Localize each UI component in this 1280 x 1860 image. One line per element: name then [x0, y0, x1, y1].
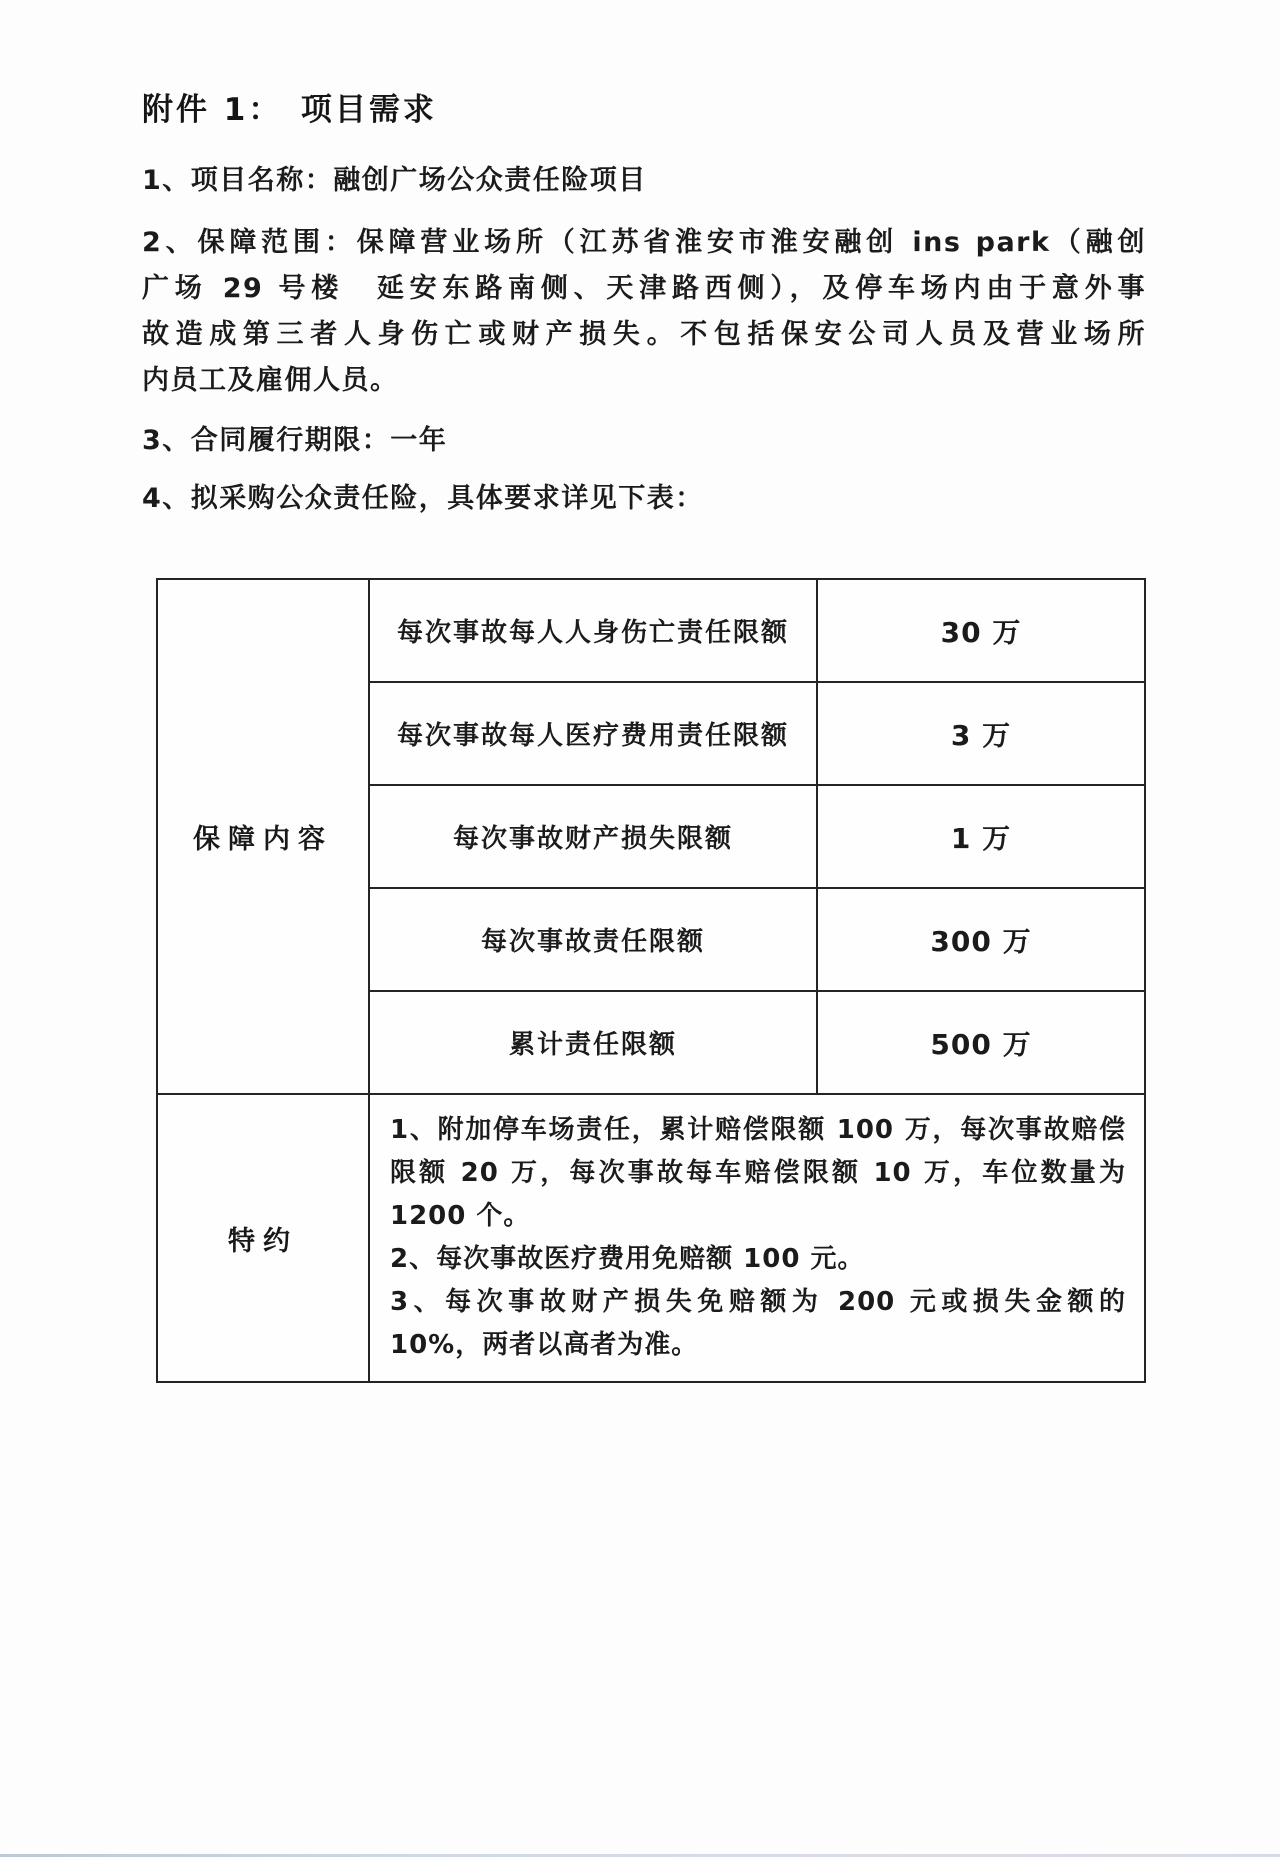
- limit-item-label: 每次事故每人人身伤亡责任限额: [369, 579, 817, 682]
- table-row: [157, 579, 1145, 682]
- coverage-scope-line-3: 故造成第三者人身伤亡或财产损失。不包括保安公司人员及营业场所: [142, 319, 1146, 350]
- document-content: [142, 88, 1146, 1383]
- coverage-scope-line-4: 内员工及雇佣人员。: [142, 365, 399, 396]
- requirements-table: [156, 578, 1146, 1383]
- limit-item-label: 每次事故责任限额: [369, 888, 817, 991]
- limit-item-label: 累计责任限额: [369, 991, 817, 1094]
- coverage-scope-line-1: 2、保障范围：保障营业场所（江苏省淮安市淮安融创 ins park（融创: [142, 227, 1146, 258]
- special-terms-group-label: 特约: [157, 1094, 369, 1382]
- special-terms-content: [369, 1094, 1145, 1382]
- item-1-project-name: 1、项目名称：融创广场公众责任险项目: [142, 165, 647, 196]
- table-row-special-terms: [157, 1094, 1145, 1382]
- limit-item-value: 3 万: [817, 682, 1145, 785]
- limit-item-value: 1 万: [817, 785, 1145, 888]
- item-2-coverage-scope: [142, 220, 1146, 404]
- item-3-contract-term: 3、合同履行期限：一年: [142, 425, 448, 456]
- coverage-scope-line-2: 广场 29 号楼 延安东路南侧、天津路西侧），及停车场内由于意外事: [142, 273, 1146, 304]
- special-term-3: 3、每次事故财产损失免赔额为 200 元或损失金额的 10%，两者以高者为准。: [390, 1287, 1126, 1360]
- scan-bottom-edge: [0, 1854, 1280, 1857]
- coverage-content-group-label: 保障内容: [157, 579, 369, 1094]
- limit-item-value: 500 万: [817, 991, 1145, 1094]
- special-term-2: 2、每次事故医疗费用免赔额 100 元。: [390, 1244, 865, 1274]
- limit-item-value: 300 万: [817, 888, 1145, 991]
- limit-item-label: 每次事故每人医疗费用责任限额: [369, 682, 817, 785]
- item-4-procurement-note: 4、拟采购公众责任险，具体要求详见下表：: [142, 483, 704, 514]
- limit-item-label: 每次事故财产损失限额: [369, 785, 817, 888]
- attachment-title: 附件 1： 项目需求: [142, 92, 437, 128]
- special-term-1: 1、附加停车场责任，累计赔偿限额 100 万，每次事故赔偿限额 20 万，每次事故每车赔偿限额 10 万，车位数量为 1200 个。: [390, 1115, 1126, 1231]
- limit-item-value: 30 万: [817, 579, 1145, 682]
